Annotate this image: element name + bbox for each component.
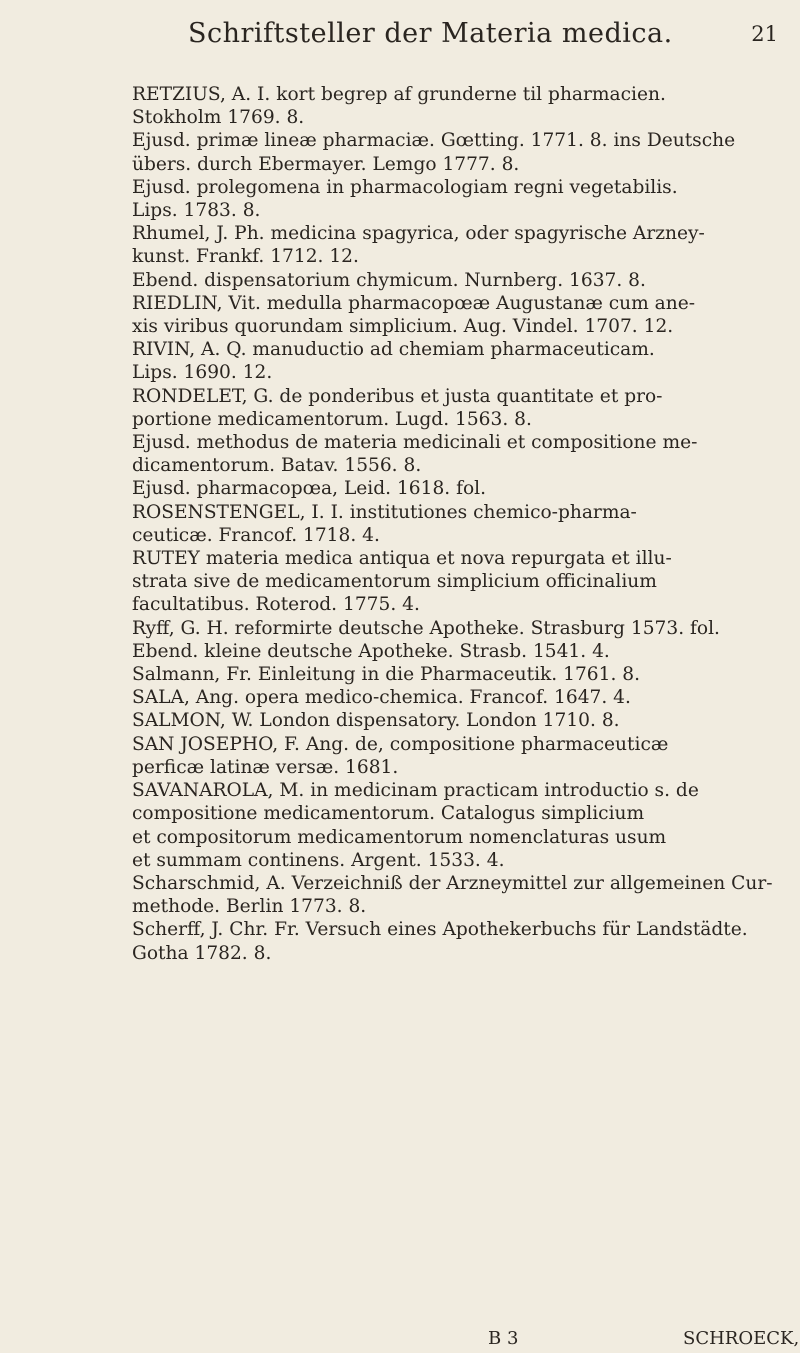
entry-line: Ejusd. prolegomena in pharmacologiam regni vegetabilis.: [132, 176, 678, 198]
bibliography-entry: [132, 872, 782, 918]
entry-line: Scharschmid, A. Verzeichniß der Arzneymittel zur allgemeinen Cur-: [132, 872, 773, 894]
bibliography-entry: [132, 779, 782, 872]
entry-line: Ebend. dispensatorium chymicum. Nurnberg. 1637. 8.: [132, 269, 646, 291]
entry-line: RUTEY materia medica antiqua et nova repurgata et illu-: [132, 548, 672, 570]
bibliography-entry: [132, 385, 782, 431]
entry-line: Ebend. kleine deutsche Apotheke. Strasb. 1541. 4.: [132, 640, 610, 662]
entry-line: SAN JOSEPHO, F. Ang. de, compositione pharmaceuticæ: [132, 733, 669, 755]
entry-line: Ejusd. methodus de materia medicinali et compositione me-: [132, 432, 698, 454]
page-number: 21: [751, 22, 778, 46]
entry-line: Ejusd. primæ lineæ pharmaciæ. Gœtting. 1771. 8. ins Deutsche: [132, 130, 736, 152]
entry-line: facultatibus. Roterod. 1775. 4.: [132, 594, 420, 616]
bibliography-entry: [132, 686, 782, 709]
entry-line: et summam continens. Argent. 1533. 4.: [132, 849, 505, 871]
entry-line: SALA, Ang. opera medico-chemica. Francof. 1647. 4.: [132, 687, 631, 709]
entry-line: Rhumel, J. Ph. medicina spagyrica, oder spagyrische Arzney-: [132, 223, 705, 245]
bibliography-entry: [132, 918, 782, 964]
catchword: SCHROECK,: [683, 1328, 800, 1349]
entry-line: methode. Berlin 1773. 8.: [132, 896, 367, 918]
entry-line: portione medicamentorum. Lugd. 1563. 8.: [132, 408, 532, 430]
bibliography-entry: [132, 269, 782, 292]
bibliography-entry: [132, 338, 782, 384]
bibliography-entry: [132, 129, 782, 175]
page-header: [0, 14, 800, 54]
entry-line: SALMON, W. London dispensatory. London 1710. 8.: [132, 710, 620, 732]
entry-line: xis viribus quorundam simplicium. Aug. Vindel. 1707. 12.: [132, 316, 674, 338]
bibliography-entry: [132, 733, 782, 779]
entry-line: ceuticæ. Francof. 1718. 4.: [132, 524, 380, 546]
entry-line: Lips. 1690. 12.: [132, 362, 273, 384]
entry-line: et compositorum medicamentorum nomenclaturas usum: [132, 826, 667, 848]
entry-line: RONDELET, G. de ponderibus et justa quantitate et pro-: [132, 385, 663, 407]
entry-line: Ejusd. pharmacopœa, Leid. 1618. fol.: [132, 478, 487, 500]
bibliography-entry: [132, 640, 782, 663]
entry-line: strata sive de medicamentorum simplicium officinalium: [132, 571, 657, 593]
entry-line: Salmann, Fr. Einleitung in die Pharmaceutik. 1761. 8.: [132, 664, 641, 686]
entry-line: kunst. Frankf. 1712. 12.: [132, 246, 359, 268]
bibliography-entry: [132, 617, 782, 640]
running-title: Schriftsteller der Materia medica.: [188, 18, 673, 49]
entry-line: perficæ latinæ versæ. 1681.: [132, 756, 399, 778]
entry-line: übers. durch Ebermayer. Lemgo 1777. 8.: [132, 153, 520, 175]
bibliography-entry: [132, 222, 782, 268]
entry-line: RETZIUS, A. I. kort begrep af grunderne til pharmacien.: [132, 84, 666, 105]
entry-line: Gotha 1782. 8.: [132, 942, 272, 964]
entry-line: Scherff, J. Chr. Fr. Versuch eines Apothekerbuchs für Landstädte.: [132, 919, 748, 941]
entry-line: compositione medicamentorum. Catalogus simplicium: [132, 803, 645, 825]
entry-line: dicamentorum. Batav. 1556. 8.: [132, 455, 422, 477]
bibliography-entry: [132, 547, 782, 617]
bibliography-entry: [132, 709, 782, 732]
entry-line: Ryff, G. H. reformirte deutsche Apotheke. Strasburg 1573. fol.: [132, 617, 720, 639]
entry-line: Stokholm 1769. 8.: [132, 107, 305, 129]
page-footer: [0, 1328, 800, 1350]
signature-mark: B 3: [488, 1328, 519, 1349]
bibliography-entry: [132, 292, 782, 338]
entry-line: SAVANAROLA, M. in medicinam practicam introductio s. de: [132, 780, 699, 802]
bibliography-entry: [132, 663, 782, 686]
bibliography-entry: [132, 176, 782, 222]
bibliography-entry: [132, 501, 782, 547]
entry-line: ROSENSTENGEL, I. I. institutiones chemico-pharma-: [132, 501, 637, 523]
entry-line: RIEDLIN, Vit. medulla pharmacopœæ Augustanæ cum ane-: [132, 292, 696, 314]
entry-line: RIVIN, A. Q. manuductio ad chemiam pharmaceuticam.: [132, 339, 655, 361]
bibliography-entries: [132, 83, 782, 965]
bibliography-entry: [132, 431, 782, 477]
bibliography-entry: [132, 477, 782, 500]
entry-line: Lips. 1783. 8.: [132, 200, 261, 222]
bibliography-entry: [132, 83, 782, 129]
